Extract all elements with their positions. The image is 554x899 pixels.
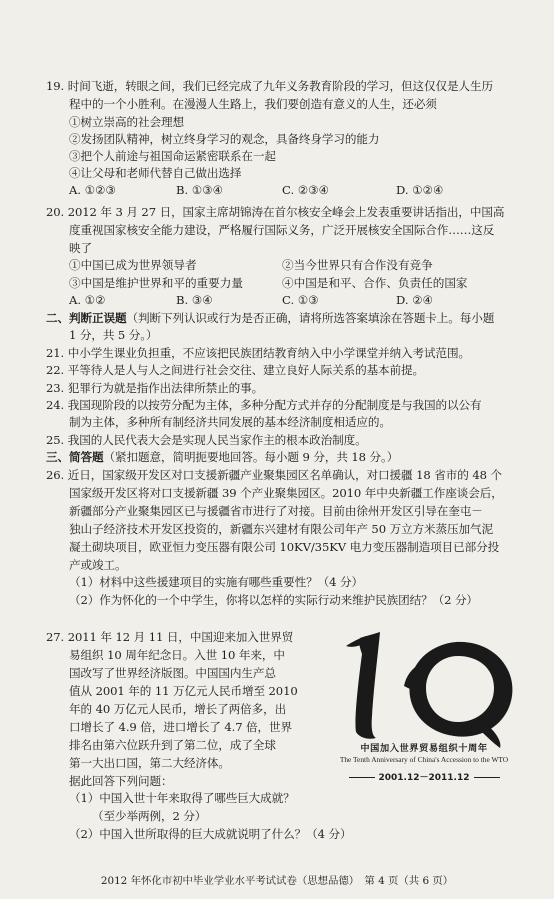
brush-one-shape [355, 632, 380, 739]
section2-note1: （判断下列认识或行为是否正确，请将所选答案填涂在答题卡上。每小题 [126, 311, 495, 325]
q27-sub1b: （至少举两例，2 分） [92, 809, 207, 823]
q19-options [0, 182, 554, 199]
q19-item4: ④让父母和老师代替自己做出选择 [69, 166, 242, 180]
q19-line2: 程中的一个小胜利。在漫漫人生路上，我们要创造有意义的人生，还必须 [69, 97, 437, 111]
section3-heading-line [46, 449, 398, 466]
section3-heading: 三、简答题 [46, 450, 104, 464]
q19-option-c: C. ②③④ [282, 183, 330, 197]
q27-line5: 年的 40 万亿元人民币，增长了两倍多，出 [69, 702, 287, 716]
q24-line2: 制为主体，多种所有制经济共同发展的基本经济制度相适应的。 [69, 415, 391, 429]
q26-line2: 国家级开发区将对口支援新疆 39 个产业聚集园区。2010 年中央新疆工作座谈会后， [69, 486, 503, 500]
q20-item2: ②当今世界只有合作没有竞争 [282, 258, 433, 272]
q20-line3: 映了 [69, 241, 92, 255]
q20-items-row2 [0, 275, 554, 292]
q26-line5: 凝土砌块项目，欧亚恒力变压器有限公司 10KV/35KV 电力变压器制造项目已部分投 [69, 540, 500, 554]
q20-option-c: C. ①③ [282, 293, 319, 307]
q20-line2: 度重视国家核安全能力建设，严格履行国际义务，广泛开展核安全国际合作……这反 [69, 223, 495, 237]
section2-heading-line [46, 310, 494, 327]
q27-line1: 27. 2011 年 12 月 11 日，中国迎来加入世界贸 [46, 630, 294, 644]
q20-item3: ③中国是维护世界和平的重要力量 [69, 276, 243, 290]
q19-option-b: B. ①③④ [176, 183, 224, 197]
logo-title-cn: 中国加入世界贸易组织十周年 [360, 743, 488, 754]
q26-line3: 新疆部分产业聚集园区已与援疆省市进行了对接。目前由徐州开发区引导在奎屯－ [69, 504, 483, 518]
section3-note: （紧扣题意，简明扼要地回答。每小题 9 分，共 18 分。） [103, 450, 399, 464]
q19-option-a: A. ①②③ [69, 183, 116, 197]
q19-option-d: D. ①②④ [396, 183, 444, 197]
q24-line1: 24. 我国现阶段的以按劳分配为主体，多种分配方式并存的分配制度是与我国的以公有 [46, 398, 482, 412]
brush-zero-ring [409, 642, 512, 737]
q27-line7: 排名由第六位跃升到了第二位，成了全球 [69, 738, 276, 752]
section2-heading: 二、判断正误题 [46, 311, 127, 325]
q26-line1: 26. 近日，国家级开发区对口支援新疆产业聚集园区名单确认，对口援疆 18 省市的 48 个 [46, 468, 502, 482]
q26-sub1: （1）材料中这些援建项目的实施有哪些重要性？（4 分） [69, 575, 363, 589]
q19-item2: ②发扬团队精神，树立终身学习的观念，具备终身学习的能力 [69, 132, 380, 146]
q27-sub2: （2）中国入世所取得的巨大成就说明了什么？（4 分） [69, 827, 352, 841]
q20-item4: ④中国是和平、合作、负责任的国家 [282, 276, 468, 290]
q19-item1: ①树立崇高的社会理想 [69, 115, 184, 129]
section2-note2: 1 分，共 5 分。） [69, 328, 158, 342]
q22: 22. 平等待人是人与人之间进行社会交往、建立良好人际关系的基本前提。 [46, 363, 425, 377]
logo-dates-line [318, 770, 530, 783]
logo-dates: 2001.12－2011.12 [378, 773, 470, 783]
logo-rule-right [474, 777, 500, 778]
q20-line1: 20. 2012 年 3 月 27 日，国家主席胡锦涛在首尔核安全峰会上发表重要讲话指出，中国高 [46, 205, 505, 219]
q25: 25. 我国的人民代表大会是实现人民当家作主的根本政治制度。 [46, 433, 367, 447]
q20-option-a: A. ①② [69, 293, 106, 307]
q20-item1: ①中国已成为世界领导者 [69, 258, 197, 272]
q27-line9: 据此回答下列问题： [69, 774, 173, 788]
q20-items-row1 [0, 257, 554, 274]
q27-line4: 值从 2001 年的 11 万亿元人民币增至 2010 [69, 684, 298, 698]
q20-option-b: B. ③④ [176, 293, 213, 307]
q20-options [0, 292, 554, 309]
q19-item3: ③把个人前途与祖国命运紧密联系在一起 [69, 149, 276, 163]
logo-title-en: The Tenth Anniversary of China's Accession to the WTO [339, 755, 509, 764]
q19-line1: 19. 时间飞逝，转眼之间，我们已经完成了九年义务教育阶段的学习，但这仅仅是人生历 [46, 79, 493, 93]
q21: 21. 中小学生课业负担重，不应该把民族团结教育纳入中小学课堂并纳入考试范围。 [46, 346, 471, 360]
logo-rule-left [349, 777, 375, 778]
q26-line4: 独山子经济技术开发区投资的，新疆东兴建材有限公司年产 50 万立方米蒸压加气泥 [69, 522, 494, 536]
wto-anniversary-logo [316, 624, 530, 792]
q26-sub2: （2）作为怀化的一个中学生，你将以怎样的实际行动来维护民族团结？（2 分） [69, 593, 478, 607]
q27-line8: 第一大出口国，第二大经济体。 [69, 756, 230, 770]
q20-option-d: D. ②④ [396, 293, 434, 307]
q27-line6: 口增长了 4.9 倍，进口增长了 4.7 倍，世界 [69, 720, 293, 734]
q27-line2: 易组织 10 周年纪念日。入世 10 年来，中 [69, 648, 285, 662]
q26-line6: 产或竣工。 [69, 558, 127, 572]
q23: 23. 犯罪行为就是指作出法律所禁止的事。 [46, 381, 264, 395]
page-footer: 2012 年怀化市初中毕业学业水平考试试卷（思想品德） 第 4 页（共 6 页） [100, 875, 454, 887]
q27-sub1: （1）中国入世十年来取得了哪些巨大成就？ [69, 791, 295, 805]
q27-line3: 国改写了世界经济版图。中国国内生产总 [69, 666, 276, 680]
